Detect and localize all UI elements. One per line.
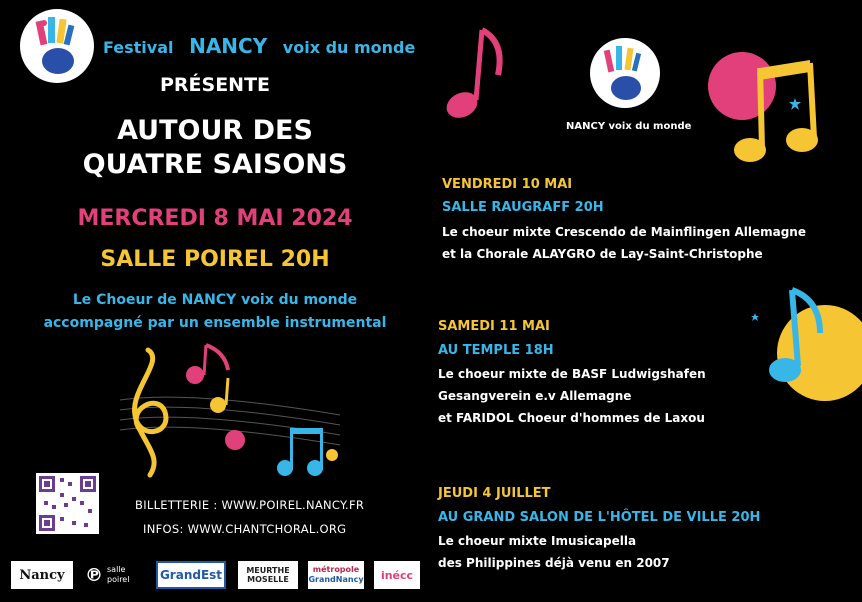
event2-line1: Le choeur mixte de BASF Ludwigshafen xyxy=(438,367,706,381)
festival-prefix: Festival xyxy=(103,38,174,57)
infos-link: INFOS: WWW.CHANTCHORAL.ORG xyxy=(143,522,347,536)
event3-date: JEUDI 4 JUILLET xyxy=(438,486,551,501)
event1-line2: et la Chorale ALAYGRO de Lay-Saint-Christophe xyxy=(442,247,763,261)
concert-title-line1: AUTOUR DES xyxy=(117,115,313,146)
festival-logo xyxy=(20,9,94,83)
billetterie-info: BILLETTERIE : WWW.POIREL.NANCY.FR xyxy=(135,498,365,512)
event3-description xyxy=(438,530,670,574)
event2-place: AU TEMPLE 18H xyxy=(438,343,554,358)
music-notes-illustration xyxy=(110,340,350,480)
meurthe-line1: MEURTHE xyxy=(246,566,290,575)
event2-description xyxy=(438,363,706,429)
poirel-line2: poirel xyxy=(107,575,130,584)
description-line1: Le Choeur de NANCY voix du monde xyxy=(72,292,358,308)
sponsor-metropole xyxy=(308,561,364,589)
description-line2: accompagné par un ensemble instrumental xyxy=(43,315,387,331)
event3-place: AU GRAND SALON DE L'HÔTEL DE VILLE 20H xyxy=(438,510,761,525)
event3-line1: Le choeur mixte Imusicapella xyxy=(438,534,637,548)
event1-line1: Le choeur mixte Crescendo de Mainflingen Allemagne xyxy=(442,225,806,239)
yellow-note-decoration xyxy=(740,278,862,408)
event1-description xyxy=(442,221,806,265)
metropole-line1: métropole xyxy=(312,565,360,574)
main-date: MERCREDI 8 MAI 2024 xyxy=(77,206,353,231)
sponsor-meurthe-moselle xyxy=(238,561,298,589)
festival-title xyxy=(103,34,415,58)
main-description xyxy=(0,289,430,335)
festival-suffix: voix du monde xyxy=(282,38,416,57)
event2-line2: Gesangverein e.v Allemagne xyxy=(438,389,632,403)
metropole-line2: GrandNancy xyxy=(308,575,364,584)
sponsor-inecc: inécc xyxy=(374,561,420,589)
small-festival-logo xyxy=(590,38,660,108)
event3-line2: des Philippines déjà venu en 2007 xyxy=(438,556,670,570)
concert-title xyxy=(0,114,430,182)
concert-title-line2: QUATRE SAISONS xyxy=(82,149,348,180)
event1-place: SALLE RAUGRAFF 20H xyxy=(442,200,604,215)
presente-label: PRÉSENTE xyxy=(159,74,271,96)
double-note-decoration xyxy=(700,38,850,178)
sponsor-nancy: Nancy xyxy=(11,561,73,589)
event2-date: SAMEDI 11 MAI xyxy=(438,319,550,334)
event2-line3: et FARIDOL Choeur d'hommes de Laxou xyxy=(438,411,705,425)
sponsor-salle-poirel xyxy=(85,561,145,589)
poirel-logo-icon: ℗ xyxy=(85,564,103,586)
qr-code xyxy=(36,473,99,534)
poirel-line1: salle xyxy=(107,565,126,574)
event1-date: VENDREDI 10 MAI xyxy=(442,177,573,192)
main-venue: SALLE POIREL 20H xyxy=(100,247,330,272)
meurthe-line2: MOSELLE xyxy=(247,575,289,584)
festival-name: NANCY xyxy=(189,34,268,58)
sponsor-grand-est: GrandEst xyxy=(156,561,226,589)
small-logo-text: NANCY voix du monde xyxy=(566,121,692,132)
pink-note-icon xyxy=(440,20,510,125)
